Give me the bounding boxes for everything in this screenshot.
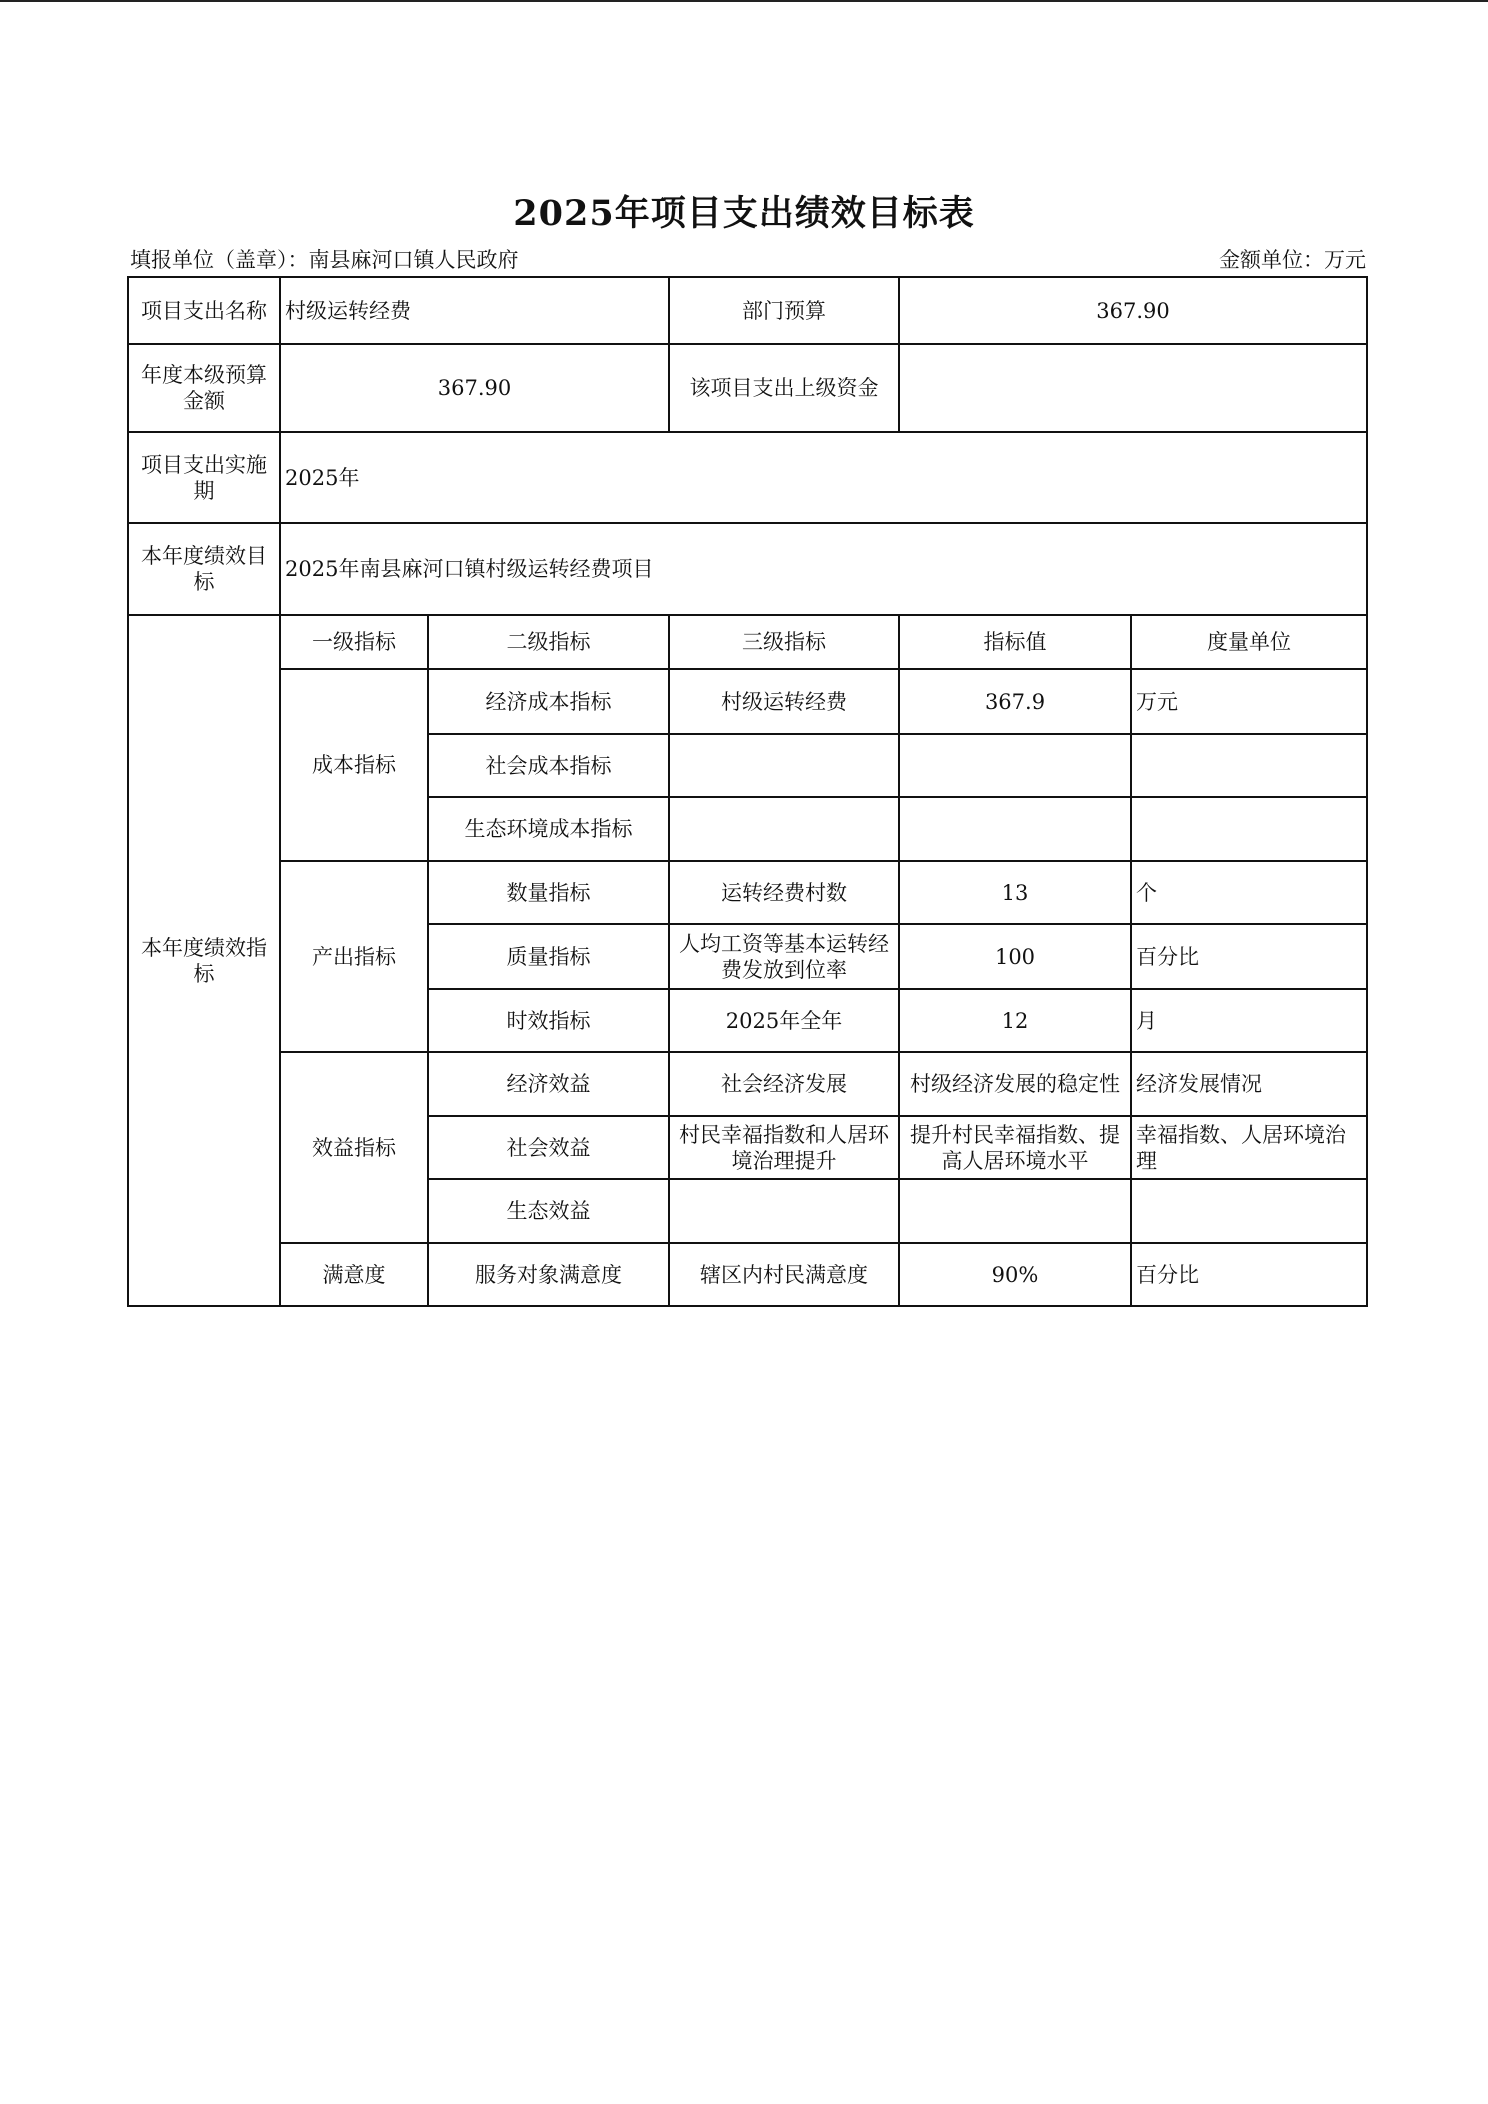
level3-cell: 社会经济发展 bbox=[669, 1052, 899, 1116]
level3-cell: 辖区内村民满意度 bbox=[669, 1243, 899, 1306]
upper-funds-value bbox=[899, 344, 1367, 432]
level3-cell: 村级运转经费 bbox=[669, 669, 899, 734]
table-row bbox=[128, 1052, 1367, 1116]
amount-unit: 金额单位：万元 bbox=[1219, 248, 1366, 272]
unit-cell: 月 bbox=[1131, 989, 1367, 1052]
value-cell bbox=[899, 1179, 1131, 1243]
level3-cell: 村民幸福指数和人居环境治理提升 bbox=[669, 1116, 899, 1179]
level1-cell: 满意度 bbox=[280, 1243, 428, 1306]
value-cell: 13 bbox=[899, 861, 1131, 924]
value-cell bbox=[899, 734, 1131, 797]
value-cell bbox=[899, 797, 1131, 861]
level2-cell: 服务对象满意度 bbox=[428, 1243, 669, 1306]
page-top-border bbox=[0, 0, 1488, 2]
level1-cell: 产出指标 bbox=[280, 861, 428, 1052]
indicators-section-label: 本年度绩效指标 bbox=[128, 615, 280, 1306]
level3-cell bbox=[669, 734, 899, 797]
project-name-value: 村级运转经费 bbox=[280, 277, 669, 344]
period-label: 项目支出实施期 bbox=[128, 432, 280, 523]
value-cell: 提升村民幸福指数、提高人居环境水平 bbox=[899, 1116, 1131, 1179]
table-row bbox=[128, 432, 1367, 523]
header-level3: 三级指标 bbox=[669, 615, 899, 669]
header-unit: 度量单位 bbox=[1131, 615, 1367, 669]
upper-funds-label: 该项目支出上级资金 bbox=[669, 344, 899, 432]
annual-budget-label: 年度本级预算金额 bbox=[128, 344, 280, 432]
dept-budget-label: 部门预算 bbox=[669, 277, 899, 344]
header-level2: 二级指标 bbox=[428, 615, 669, 669]
table-row bbox=[128, 615, 1367, 669]
unit-cell: 个 bbox=[1131, 861, 1367, 924]
level2-cell: 经济效益 bbox=[428, 1052, 669, 1116]
annual-budget-value: 367.90 bbox=[280, 344, 669, 432]
value-cell: 村级经济发展的稳定性 bbox=[899, 1052, 1131, 1116]
goal-value: 2025年南县麻河口镇村级运转经费项目 bbox=[280, 523, 1367, 615]
value-cell: 90% bbox=[899, 1243, 1131, 1306]
level3-cell bbox=[669, 797, 899, 861]
performance-goal-table bbox=[127, 276, 1368, 1307]
level3-cell: 运转经费村数 bbox=[669, 861, 899, 924]
level2-cell: 时效指标 bbox=[428, 989, 669, 1052]
period-value: 2025年 bbox=[280, 432, 1367, 523]
header-value: 指标值 bbox=[899, 615, 1131, 669]
table-row bbox=[128, 277, 1367, 344]
goal-label: 本年度绩效目标 bbox=[128, 523, 280, 615]
level3-cell: 人均工资等基本运转经费发放到位率 bbox=[669, 924, 899, 989]
unit-cell: 万元 bbox=[1131, 669, 1367, 734]
level2-cell: 数量指标 bbox=[428, 861, 669, 924]
reporting-unit: 填报单位（盖章）：南县麻河口镇人民政府 bbox=[130, 248, 519, 272]
project-name-label: 项目支出名称 bbox=[128, 277, 280, 344]
level2-cell: 质量指标 bbox=[428, 924, 669, 989]
value-cell: 367.9 bbox=[899, 669, 1131, 734]
header-level1: 一级指标 bbox=[280, 615, 428, 669]
unit-cell bbox=[1131, 734, 1367, 797]
value-cell: 100 bbox=[899, 924, 1131, 989]
table-row bbox=[128, 1243, 1367, 1306]
unit-cell: 百分比 bbox=[1131, 1243, 1367, 1306]
level1-cell: 成本指标 bbox=[280, 669, 428, 861]
unit-cell bbox=[1131, 797, 1367, 861]
level2-cell: 社会效益 bbox=[428, 1116, 669, 1179]
unit-cell: 经济发展情况 bbox=[1131, 1052, 1367, 1116]
table-row bbox=[128, 861, 1367, 924]
page-title: 2025年项目支出绩效目标表 bbox=[513, 193, 975, 234]
unit-cell bbox=[1131, 1179, 1367, 1243]
level3-cell bbox=[669, 1179, 899, 1243]
level2-cell: 生态效益 bbox=[428, 1179, 669, 1243]
unit-cell: 百分比 bbox=[1131, 924, 1367, 989]
table-row bbox=[128, 523, 1367, 615]
table-row bbox=[128, 669, 1367, 734]
value-cell: 12 bbox=[899, 989, 1131, 1052]
dept-budget-value: 367.90 bbox=[899, 277, 1367, 344]
level3-cell: 2025年全年 bbox=[669, 989, 899, 1052]
unit-cell: 幸福指数、人居环境治理 bbox=[1131, 1116, 1367, 1179]
level2-cell: 经济成本指标 bbox=[428, 669, 669, 734]
level1-cell: 效益指标 bbox=[280, 1052, 428, 1243]
level2-cell: 生态环境成本指标 bbox=[428, 797, 669, 861]
table-row bbox=[128, 344, 1367, 432]
level2-cell: 社会成本指标 bbox=[428, 734, 669, 797]
